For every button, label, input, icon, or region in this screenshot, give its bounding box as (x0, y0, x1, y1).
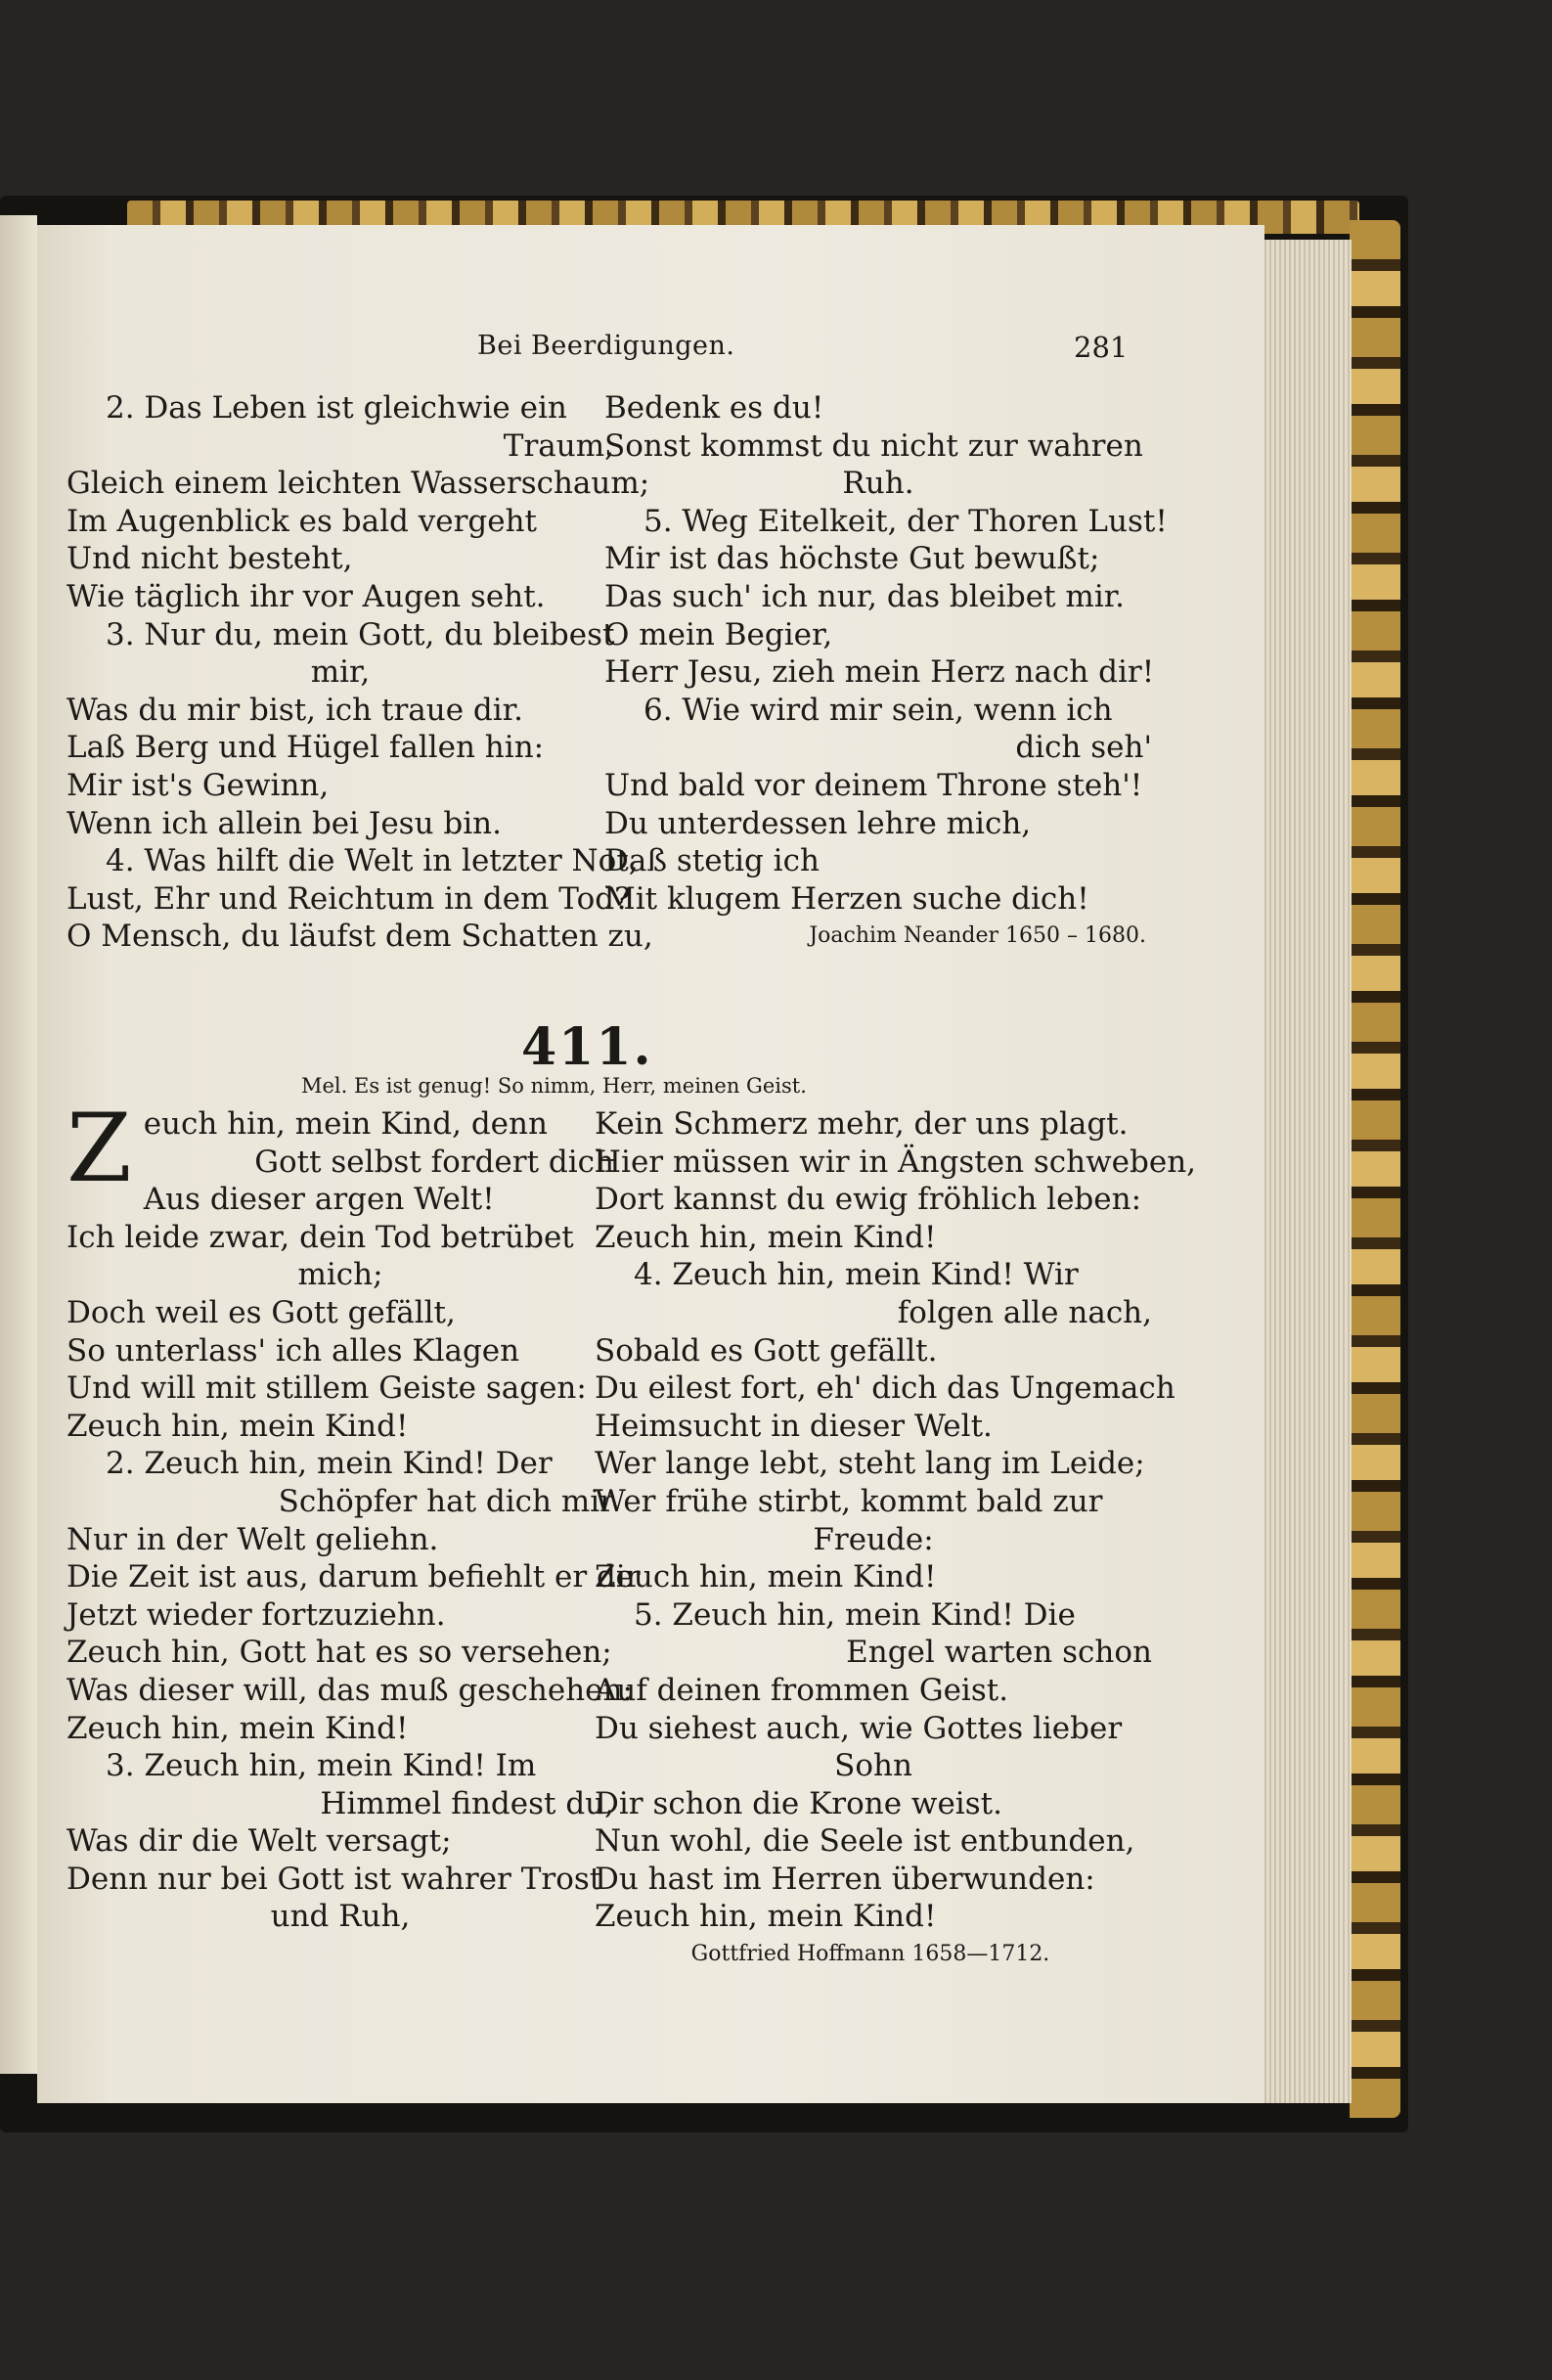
verse-line: mir, (310, 654, 371, 691)
gilt-fore-edge (1350, 220, 1400, 2118)
verse-line: Du unterdessen lehre mich, (604, 805, 1032, 841)
drop-cap: Z (67, 1094, 132, 1203)
verse-line: 5. Zeuch hin, mein Kind! Die (634, 1596, 1076, 1633)
verse-line: O Mensch, du läufst dem Schatten zu, (67, 919, 653, 955)
verse-line: Nur in der Welt geliehn. (67, 1521, 439, 1557)
hymn-number: 411. (521, 1017, 653, 1077)
verse-line: Du hast im Herren überwunden: (595, 1861, 1095, 1897)
page-stack-edges (1262, 240, 1352, 2103)
verse-line: 3. Nur du, mein Gott, du bleibest (106, 616, 615, 652)
verse-line: 5. Weg Eitelkeit, der Thoren Lust! (643, 503, 1168, 539)
verse-line: O mein Begier, (604, 616, 833, 652)
verse-line: Sonst kommst du nicht zur wahren (604, 427, 1143, 464)
author-attribution: Joachim Neander 1650 – 1680. (809, 923, 1146, 949)
verse-line: Nun wohl, die Seele ist entbunden, (595, 1823, 1135, 1860)
verse-line: Was dieser will, das muß geschehen: (67, 1672, 633, 1708)
verse-line: Heimsucht in dieser Welt. (595, 1408, 993, 1444)
verse-line: Zeuch hin, mein Kind! (595, 1219, 937, 1255)
verse-line: So unterlass' ich alles Klagen (67, 1332, 520, 1369)
verse-line: Zeuch hin, mein Kind! (595, 1899, 937, 1935)
verse-line: Aus dieser argen Welt! (143, 1182, 495, 1218)
verse-line: Bedenk es du! (604, 390, 824, 426)
melody-note: Mel. Es ist genug! So nimm, Herr, meinen Geist. (301, 1074, 807, 1098)
left-page-edge (0, 215, 37, 2074)
verse-line: Wer lange lebt, steht lang im Leide; (595, 1446, 1145, 1482)
verse-line: Himmel findest du, (320, 1785, 614, 1821)
verse-line: Mir ist das höchste Gut bewußt; (604, 541, 1100, 577)
verse-line: Wie täglich ihr vor Augen seht. (67, 578, 546, 614)
verse-line: Doch weil es Gott gefällt, (67, 1294, 456, 1330)
verse-line: Auf deinen frommen Geist. (595, 1672, 1009, 1708)
verse-line: Ich leide zwar, dein Tod betrübet (67, 1219, 574, 1255)
verse-line: 4. Zeuch hin, mein Kind! Wir (634, 1257, 1079, 1293)
verse-line: Mit klugem Herzen suche dich! (604, 880, 1089, 917)
verse-line: 3. Zeuch hin, mein Kind! Im (106, 1748, 537, 1784)
left-column-top (67, 389, 653, 956)
page-header (37, 331, 1264, 370)
verse-line: Dort kannst du ewig fröhlich leben: (595, 1182, 1142, 1218)
verse-line: Was du mir bist, ich traue dir. (67, 692, 523, 728)
left-column-bottom (67, 1094, 641, 1936)
verse-line: Hier müssen wir in Ängsten schweben, (595, 1144, 1197, 1180)
verse-line: 2. Zeuch hin, mein Kind! Der (106, 1446, 553, 1482)
verse-line: Daß stetig ich (604, 843, 820, 879)
verse-line: Das such' ich nur, das bleibet mir. (604, 578, 1126, 614)
verse-line: Herr Jesu, zieh mein Herz nach dir! (604, 654, 1155, 691)
verse-line: Und will mit stillem Geiste sagen: (67, 1370, 587, 1407)
verse-line: Zeuch hin, mein Kind! (67, 1710, 409, 1746)
verse-line: Sobald es Gott gefällt. (595, 1332, 938, 1369)
verse-line: Mir ist's Gewinn, (67, 767, 330, 803)
verse-line: Und bald vor deinem Throne steh'! (604, 767, 1143, 803)
verse-line: Laß Berg und Hügel fallen hin: (67, 730, 545, 766)
verse-line: Sohn (834, 1748, 912, 1784)
verse-line: Wer frühe stirbt, kommt bald zur (595, 1483, 1103, 1519)
verse-line: 6. Wie wird mir sein, wenn ich (643, 692, 1113, 728)
verse-line: Dir schon die Krone weist. (595, 1785, 1002, 1821)
verse-line: und Ruh, (270, 1899, 411, 1935)
right-column-top (604, 389, 1168, 956)
verse-line: Jetzt wieder fortzuziehn. (67, 1596, 446, 1633)
verse-line: Du siehest auch, wie Gottes lieber (595, 1710, 1123, 1746)
verse-line: Lust, Ehr und Reichtum in dem Tod? (67, 880, 631, 917)
verse-line: Zeuch hin, mein Kind! (67, 1408, 409, 1444)
verse-line: Kein Schmerz mehr, der uns plagt. (595, 1106, 1129, 1142)
verse-line: Freude: (813, 1521, 934, 1557)
running-head: Bei Beerdigungen. (477, 331, 735, 361)
verse-line: Und nicht besteht, (67, 541, 353, 577)
verse-line: 2. Das Leben ist gleichwie ein (106, 390, 567, 426)
verse-line: Ruh. (842, 466, 914, 502)
verse-line: Gleich einem leichten Wasserschaum; (67, 466, 650, 502)
author-attribution: Gottfried Hoffmann 1658—1712. (690, 1942, 1050, 1967)
verse-line: Du eilest fort, eh' dich das Ungemach (595, 1370, 1175, 1407)
verse-line: folgen alle nach, (897, 1294, 1152, 1330)
verse-line: Zeuch hin, Gott hat es so versehen; (67, 1635, 612, 1671)
verse-line: Zeuch hin, mein Kind! (595, 1559, 937, 1595)
page-number: 281 (1074, 331, 1129, 364)
verse-line: Traum, (503, 427, 614, 464)
verse-line: dich seh' (1015, 730, 1152, 766)
verse-line: Die Zeit ist aus, darum befiehlt er dir (67, 1559, 641, 1595)
verse-line: mich; (297, 1257, 383, 1293)
verse-line: Gott selbst fordert dich (254, 1144, 614, 1180)
verse-line: euch hin, mein Kind, denn (143, 1106, 548, 1142)
verse-line: Denn nur bei Gott ist wahrer Trost (67, 1861, 602, 1897)
verse-line: Im Augenblick es bald vergeht (67, 503, 538, 539)
verse-line: Was dir die Welt versagt; (67, 1823, 452, 1860)
verse-line: Schöpfer hat dich mir (278, 1483, 614, 1519)
verse-line: Engel warten schon (846, 1635, 1152, 1671)
verse-line: 4. Was hilft die Welt in letzter Not, (106, 843, 639, 879)
right-column-bottom (595, 1105, 1197, 1974)
book-page (37, 225, 1264, 2103)
verse-line: Wenn ich allein bei Jesu bin. (67, 805, 502, 841)
